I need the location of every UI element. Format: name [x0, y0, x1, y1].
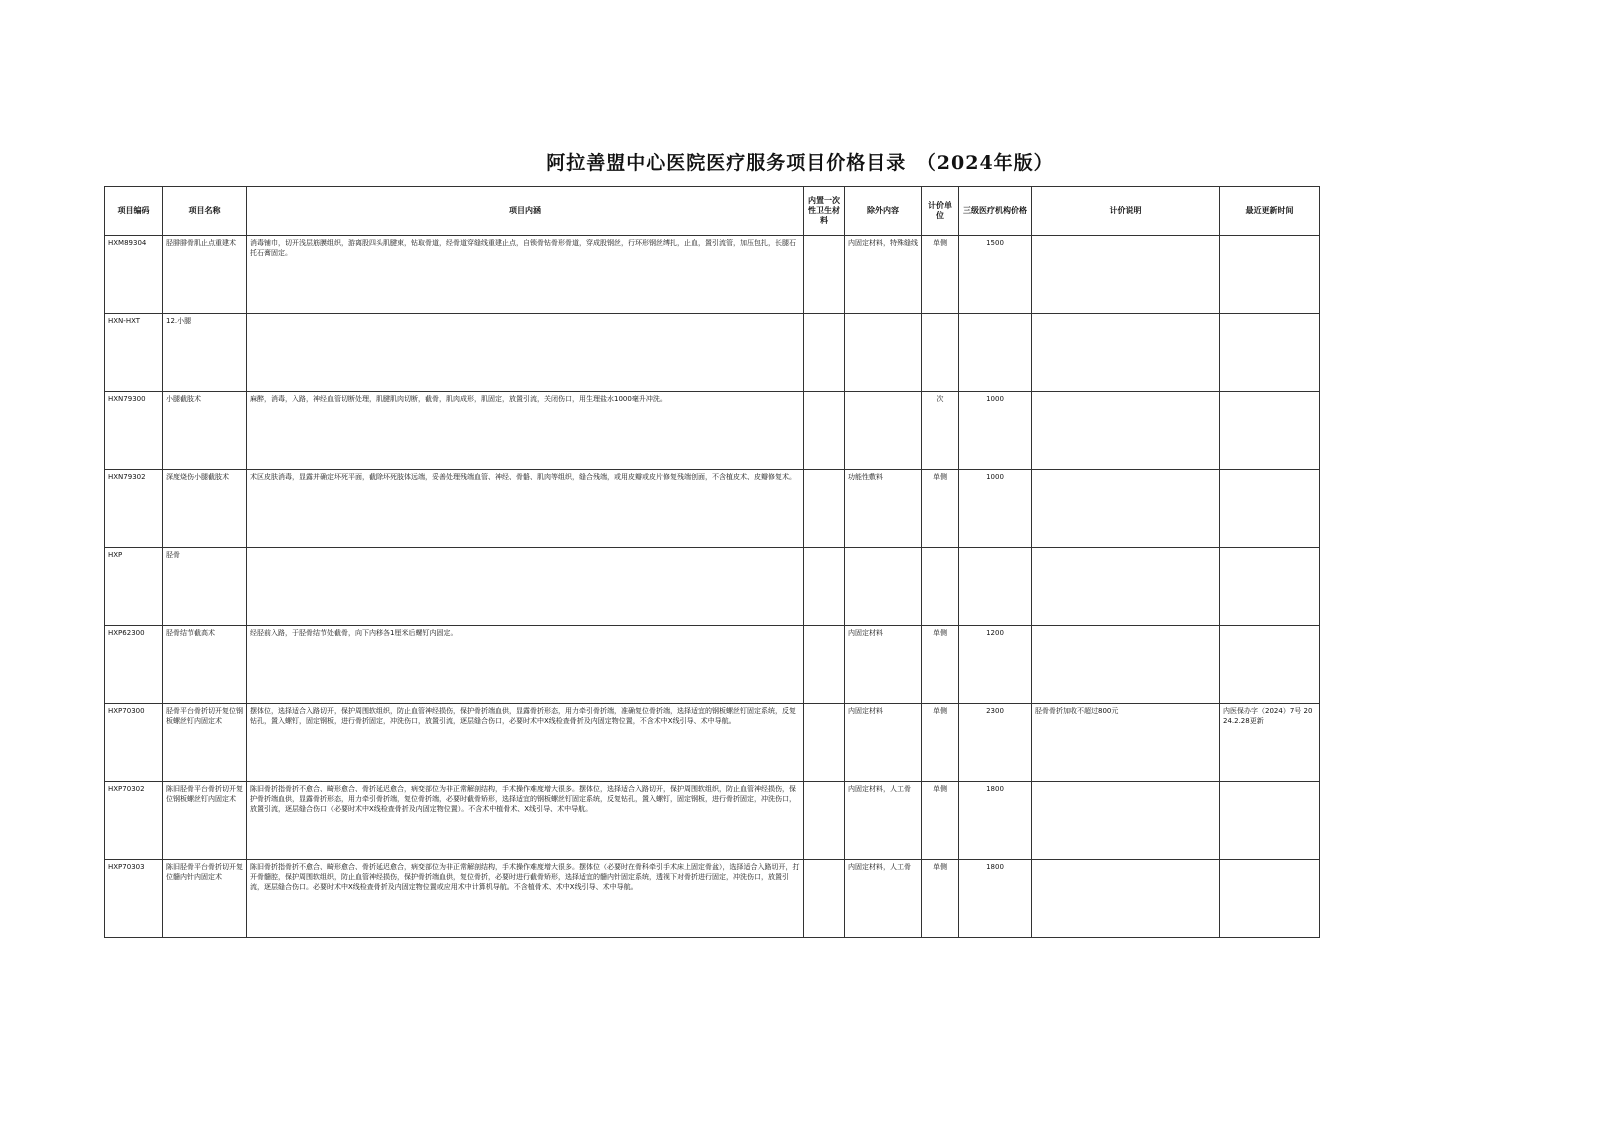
cell-updated [1220, 392, 1320, 470]
cell-content: 术区皮肤消毒，显露并确定坏死平面，截除坏死肢体远端，妥善处理残端血管、神经、骨骼、肌肉等组织，缝合残端，或用皮瓣或皮片修复残端创面，不含植皮术、皮瓣修复术。 [247, 470, 804, 548]
header-unit: 计价单位 [922, 187, 959, 236]
cell-name: 胫骨 [163, 548, 247, 626]
table-row [105, 470, 1320, 548]
cell-updated [1220, 470, 1320, 548]
cell-except: 内固定材料，人工骨 [845, 860, 922, 938]
cell-updated [1220, 782, 1320, 860]
cell-code: HXN79300 [105, 392, 163, 470]
cell-name: 胫骨结节截高术 [163, 626, 247, 704]
cell-consumable [804, 470, 845, 548]
cell-except: 内固定材料，特殊缝线 [845, 236, 922, 314]
cell-consumable [804, 548, 845, 626]
cell-updated [1220, 548, 1320, 626]
cell-updated [1220, 860, 1320, 938]
cell-name: 小腿截肢术 [163, 392, 247, 470]
cell-unit: 单侧 [922, 470, 959, 548]
cell-code: HXN-HXT [105, 314, 163, 392]
page-title: 阿拉善盟中心医院医疗服务项目价格目录 （2024年版） [546, 152, 1054, 174]
cell-note [1032, 782, 1220, 860]
cell-updated [1220, 314, 1320, 392]
cell-unit: 单侧 [922, 782, 959, 860]
cell-except: 功能性敷料 [845, 470, 922, 548]
cell-note [1032, 470, 1220, 548]
cell-consumable [804, 704, 845, 782]
cell-unit: 单侧 [922, 236, 959, 314]
cell-name: 胫骨平台骨折切开复位钢板螺丝钉内固定术 [163, 704, 247, 782]
cell-price [959, 548, 1032, 626]
cell-note [1032, 860, 1220, 938]
price-table [104, 186, 1320, 938]
cell-consumable [804, 626, 845, 704]
cell-consumable [804, 314, 845, 392]
header-updated: 最近更新时间 [1220, 187, 1320, 236]
header-row [105, 187, 1320, 236]
cell-updated [1220, 626, 1320, 704]
table-row [105, 236, 1320, 314]
cell-content: 经胫前入路，于胫骨结节处截骨，向下内移各1厘米后螺钉内固定。 [247, 626, 804, 704]
cell-code: HXP70303 [105, 860, 163, 938]
cell-content [247, 548, 804, 626]
cell-content [247, 314, 804, 392]
cell-except [845, 314, 922, 392]
cell-note: 胫骨骨折加收不超过800元 [1032, 704, 1220, 782]
cell-code: HXP62300 [105, 626, 163, 704]
cell-content: 麻醉，消毒，入路，神经血管切断处理，肌腱肌肉切断，截骨，肌肉成形，肌固定，放置引流，关闭伤口，用生理盐水1000毫升冲洗。 [247, 392, 804, 470]
cell-code: HXN79302 [105, 470, 163, 548]
table-row [105, 548, 1320, 626]
cell-price [959, 314, 1032, 392]
cell-note [1032, 236, 1220, 314]
cell-unit [922, 548, 959, 626]
cell-except [845, 548, 922, 626]
table-row [105, 314, 1320, 392]
cell-updated: 内医保办字（2024）7号 2024.2.28更新 [1220, 704, 1320, 782]
cell-consumable [804, 860, 845, 938]
table-row [105, 704, 1320, 782]
cell-code: HXP70300 [105, 704, 163, 782]
cell-name: 陈旧胫骨平台骨折切开复位髓内针内固定术 [163, 860, 247, 938]
cell-note [1032, 626, 1220, 704]
cell-content: 陈旧骨折指骨折不愈合、畸形愈合、骨折延迟愈合，病变部位为非正常解剖结构，手术操作难度增大很多。摆体位（必要时在骨科牵引手术床上固定骨盆），选择适合入路切开，打开骨髓腔，保护周围软组织，防止血管神经损伤，保护骨折端血供，复位骨折，必要时进行截骨矫形，选择适宜的髓内针固定系统，透视下对骨折进行固定，冲洗伤口，放置引流，逐层缝合伤口。必要时术中X线检查骨折及内固定物位置或应用术中计算机导航。不含植骨术、术中X线引导、术中导航。 [247, 860, 804, 938]
cell-consumable [804, 236, 845, 314]
cell-price: 1500 [959, 236, 1032, 314]
cell-unit: 单侧 [922, 626, 959, 704]
cell-note [1032, 548, 1220, 626]
cell-code: HXP [105, 548, 163, 626]
header-except: 除外内容 [845, 187, 922, 236]
header-consumable: 内置一次性卫生材料 [804, 187, 845, 236]
cell-except: 内固定材料 [845, 704, 922, 782]
table-row [105, 782, 1320, 860]
cell-price: 1200 [959, 626, 1032, 704]
cell-price: 1800 [959, 782, 1032, 860]
cell-note [1032, 392, 1220, 470]
cell-updated [1220, 236, 1320, 314]
cell-price: 1000 [959, 470, 1032, 548]
cell-unit: 单侧 [922, 860, 959, 938]
cell-unit: 次 [922, 392, 959, 470]
cell-name: 陈旧胫骨平台骨折切开复位钢板螺丝钉内固定术 [163, 782, 247, 860]
cell-except: 内固定材料 [845, 626, 922, 704]
header-price: 三级医疗机构价格 [959, 187, 1032, 236]
cell-price: 1000 [959, 392, 1032, 470]
cell-name: 深度烧伤小腿截肢术 [163, 470, 247, 548]
cell-unit [922, 314, 959, 392]
cell-price: 1800 [959, 860, 1032, 938]
cell-name: 12.小腿 [163, 314, 247, 392]
table-row [105, 860, 1320, 938]
cell-consumable [804, 392, 845, 470]
cell-content: 陈旧骨折指骨折不愈合、畸形愈合、骨折延迟愈合，病变部位为非正常解剖结构，手术操作难度增大很多。摆体位，选择适合入路切开，保护周围软组织，防止血管神经损伤，保护骨折端血供，显露骨折形态，用力牵引骨折端，复位骨折端，必要时截骨矫形，选择适宜的钢板螺丝钉固定系统，反复钻孔，置入螺钉，固定钢板，进行骨折固定，冲洗伤口，放置引流，逐层缝合伤口（必要时术中X线检查骨折及内固定物位置）。不含术中植骨术、X线引导、术中导航。 [247, 782, 804, 860]
header-content: 项目内涵 [247, 187, 804, 236]
cell-except: 内固定材料，人工骨 [845, 782, 922, 860]
header-note: 计价说明 [1032, 187, 1220, 236]
cell-note [1032, 314, 1220, 392]
table-row [105, 626, 1320, 704]
cell-unit: 单侧 [922, 704, 959, 782]
cell-except [845, 392, 922, 470]
header-name: 项目名称 [163, 187, 247, 236]
header-code: 项目编码 [105, 187, 163, 236]
cell-price: 2300 [959, 704, 1032, 782]
cell-content: 摆体位，选择适合入路切开，保护周围软组织，防止血管神经损伤，保护骨折端血供，显露骨折形态，用力牵引骨折端，准确复位骨折端，选择适宜的钢板螺丝钉固定系统，反复钻孔，置入螺钉，固定钢板，进行骨折固定，冲洗伤口，放置引流，逐层缝合伤口，必要时术中X线检查骨折及内固定物位置，不含术中X线引导、术中导航。 [247, 704, 804, 782]
table-row [105, 392, 1320, 470]
cell-consumable [804, 782, 845, 860]
cell-content: 消毒铺巾，切开浅层筋膜组织，游离股四头肌腱束，钻取骨道，经骨道穿缝线重建止点，自锁骨钻骨形骨道，穿成股钢丝，行环形钢丝缚扎，止血，置引流管，加压包扎，长腿石托石膏固定。 [247, 236, 804, 314]
cell-code: HXM89304 [105, 236, 163, 314]
cell-code: HXP70302 [105, 782, 163, 860]
cell-name: 胫腓腓骨肌止点重建术 [163, 236, 247, 314]
